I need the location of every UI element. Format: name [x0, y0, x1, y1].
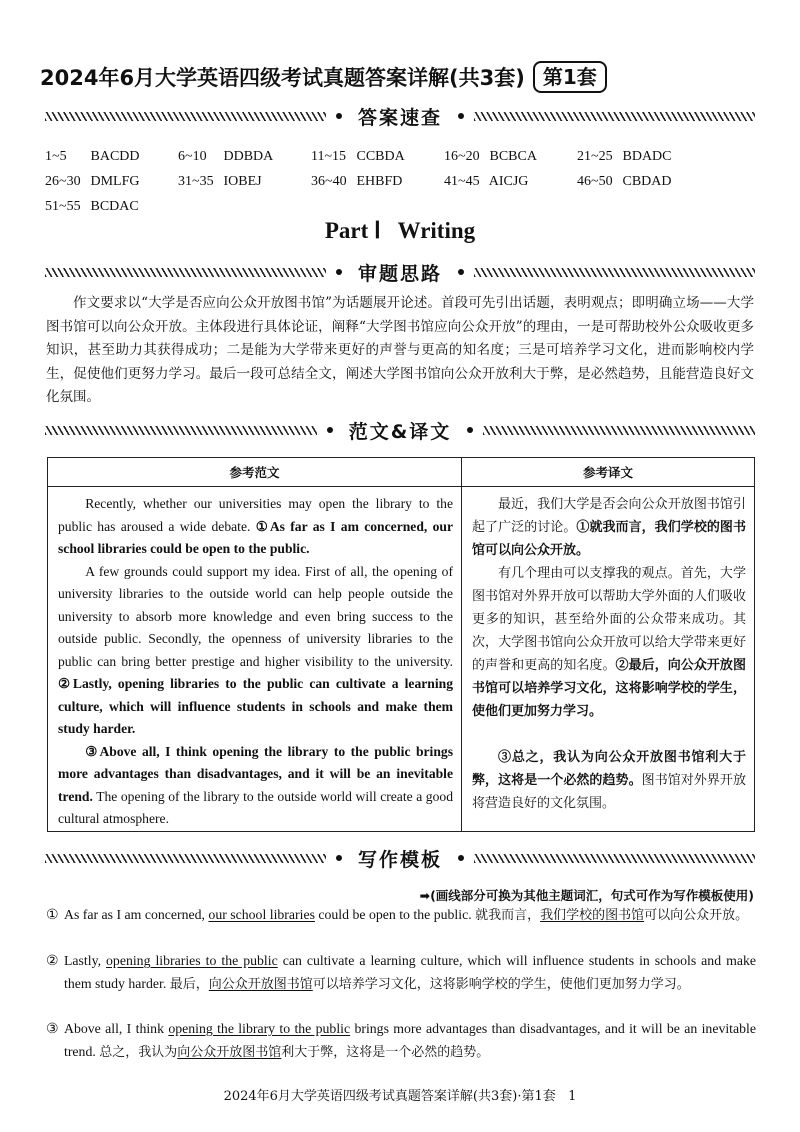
- answer-group: 16~20 BCBCA: [444, 148, 537, 164]
- section-divider-sample: [45, 418, 755, 442]
- essay-paragraph: Recently, whether our universities may open the library to the public has aroused a wide debate. ①As far as I am concerned, our school libraries could be open to the public.: [58, 496, 454, 556]
- answer-group: 31~35 IOBEJ: [178, 173, 262, 189]
- sample-essay-table: [47, 457, 755, 832]
- answer-group: 46~50 CBDAD: [577, 173, 672, 189]
- translation-paragraph: ③总之，我认为向公众开放图书馆利大于弊，这将是一个必然的趋势。图书馆对外界开放将营造良好的文化氛围。: [472, 750, 746, 811]
- template-item: ③ Above all, I think opening the library to the public brings more advantages than disadvantages, and it will be an inevitable trend. 总之，我认为向公众开放图书馆利大于弊，这将是一个必然的趋势。: [46, 1021, 756, 1060]
- answer-group: 51~55 BCDAC: [45, 198, 139, 214]
- analysis-paragraph: 作文要求以“大学是否应向公众开放图书馆”为话题展开论述。首段可先引出话题，表明观点；即明确立场——大学图书馆可以向公众开放。主体段进行具体论证，阐释“大学图书馆应向公众开放”的理由，一是可帮助校外公众吸收更多知识，甚至助力其获得成功；二是能为大学带来更好的声誉与更高的知名度；三是可培养学习文化，进而影响校内学生，促使他们更努力学习。最后一段可总结全文，阐述大学图书馆向公众开放利大于弊，是必然趋势，且能营造良好文化氛围。: [46, 295, 754, 405]
- answer-row: [45, 169, 765, 194]
- answer-group: 21~25 BDADC: [577, 148, 672, 164]
- answer-group: 6~10 DDBDA: [178, 148, 274, 164]
- translation-paragraph: 最近，我们大学是否会向公众开放图书馆引起了广泛的讨论。①就我而言，我们学校的图书馆可以向公众开放。: [472, 497, 746, 558]
- section-divider-template: [45, 846, 755, 870]
- page-footer: 2024年6月大学英语四级考试真题答案详解(共3套)·第1套 1: [223, 1089, 577, 1104]
- answer-group: 41~45 AICJG: [444, 173, 529, 189]
- template-item: ① As far as I am concerned, our school libraries could be open to the public. 就我而言，我们学校的图书馆可以向公众开放。: [46, 907, 749, 923]
- answer-group: 1~5 BACDD: [45, 148, 140, 164]
- sample-essay: [48, 487, 462, 832]
- column-header-translation: 参考译文: [462, 458, 755, 487]
- section-divider-analysis: [45, 260, 755, 284]
- answer-row: [45, 144, 765, 169]
- answer-key: [45, 144, 765, 219]
- section-title-sample: 范文&译文: [348, 420, 452, 443]
- answer-group: 26~30 DMLFG: [45, 173, 140, 189]
- title-text: 2024年6月大学英语四级考试真题答案详解(共3套): [40, 66, 525, 90]
- part-heading: Part Ⅰ Writing: [324, 218, 476, 243]
- template-item: ② Lastly, opening libraries to the public can cultivate a learning culture, which will influence students in schools and make them study harder. 最后，向公众开放图书馆可以培养学习文化，这将影响学校的学生，使他们更加努力学习。: [46, 953, 756, 992]
- set-badge: 第1套: [533, 61, 607, 93]
- answer-group: 11~15 CCBDA: [311, 148, 405, 164]
- essay-paragraph: ③Above all, I think opening the library to the public brings more advantages than disadvantages, and it will be an inevitable trend. The opening of the library to the outside world will create a good cultural atmosphere.: [58, 743, 453, 826]
- sample-translation: [462, 487, 755, 832]
- template-note: ➡(画线部分可换为其他主题词汇，句式可作为写作模板使用): [419, 888, 754, 903]
- translation-paragraph: 有几个理由可以支撑我的观点。首先，大学图书馆对外界开放可以帮助大学外面的人们吸收更多的知识，甚至给外面的公众带来成功。其次，大学图书馆向公众开放可以给大学带来更好的声誉和更高的知名度。②最后，向公众开放图书馆可以培养学习文化，这将影响学校的学生，使他们更加努力学习。: [472, 566, 746, 719]
- document-title: [40, 60, 760, 94]
- section-title-template: 写作模板: [358, 848, 443, 871]
- section-title-answers: 答案速查: [358, 106, 443, 129]
- answer-row: [45, 194, 765, 219]
- essay-paragraph: A few grounds could support my idea. First of all, the opening of university libraries to the outside world can help people outside the university to absorb more knowledge and even bring success to the outside public. Secondly, the openness of university libraries to the public can bring better prestige and higher visibility to the university. ②Lastly, opening libraries to the public can cultivate a learning culture, which will influence students in schools and make them study harder.: [58, 563, 453, 736]
- section-divider-answers: [45, 104, 755, 128]
- section-title-analysis: 审题思路: [358, 262, 443, 285]
- answer-group: 36~40 EHBFD: [311, 173, 403, 189]
- column-header-essay: 参考范文: [48, 458, 462, 487]
